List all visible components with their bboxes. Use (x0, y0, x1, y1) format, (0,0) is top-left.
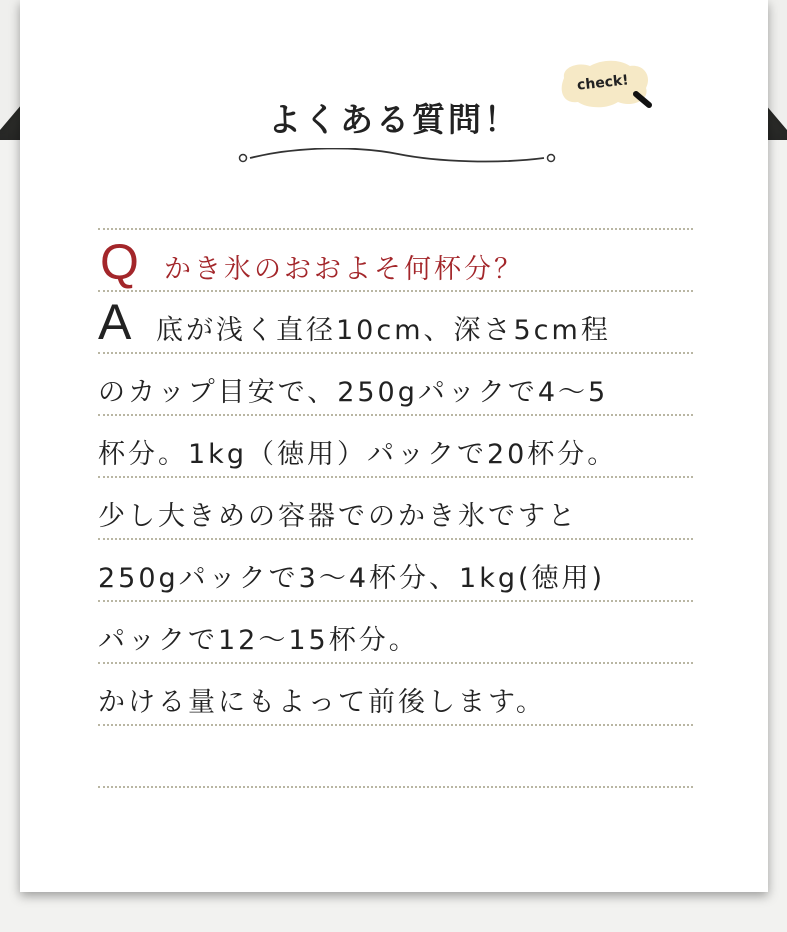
answer-line (98, 662, 693, 724)
check-badge-label: check! (576, 72, 630, 94)
question-row (98, 228, 693, 290)
answer-text-6: パックで12～15杯分。 (98, 625, 419, 656)
bottom-rule (98, 786, 693, 788)
answer-line (98, 538, 693, 600)
question-mark: Q (100, 234, 139, 290)
answer-text-3: 杯分。1kg（徳用）パックで20杯分。 (98, 439, 618, 470)
answer-line (98, 600, 693, 662)
answer-text-1: 底が浅く直径10cm、深さ5cm程 (156, 315, 611, 346)
answer-text-7: かける量にもよって前後します。 (98, 687, 546, 718)
answer-text-4: 少し大きめの容器でのかき氷ですと (98, 501, 578, 532)
answer-mark: A (98, 294, 132, 350)
answer-line (98, 290, 693, 352)
answer-line (98, 414, 693, 476)
answer-text-5: 250gパックで3～4杯分、1kg(徳用) (98, 563, 606, 594)
answer-line (98, 352, 693, 414)
answer-text-2: のカップ目安で、250gパックで4～5 (98, 377, 609, 408)
question-text: かき氷のおおよそ何杯分？ (164, 254, 524, 285)
check-badge (556, 60, 656, 108)
faq-item (98, 228, 693, 788)
title-ornament (238, 148, 558, 168)
empty-ruled-line (98, 724, 693, 786)
faq-card (20, 0, 768, 892)
page-title: よくある質問！ (268, 100, 520, 139)
answer-line (98, 476, 693, 538)
